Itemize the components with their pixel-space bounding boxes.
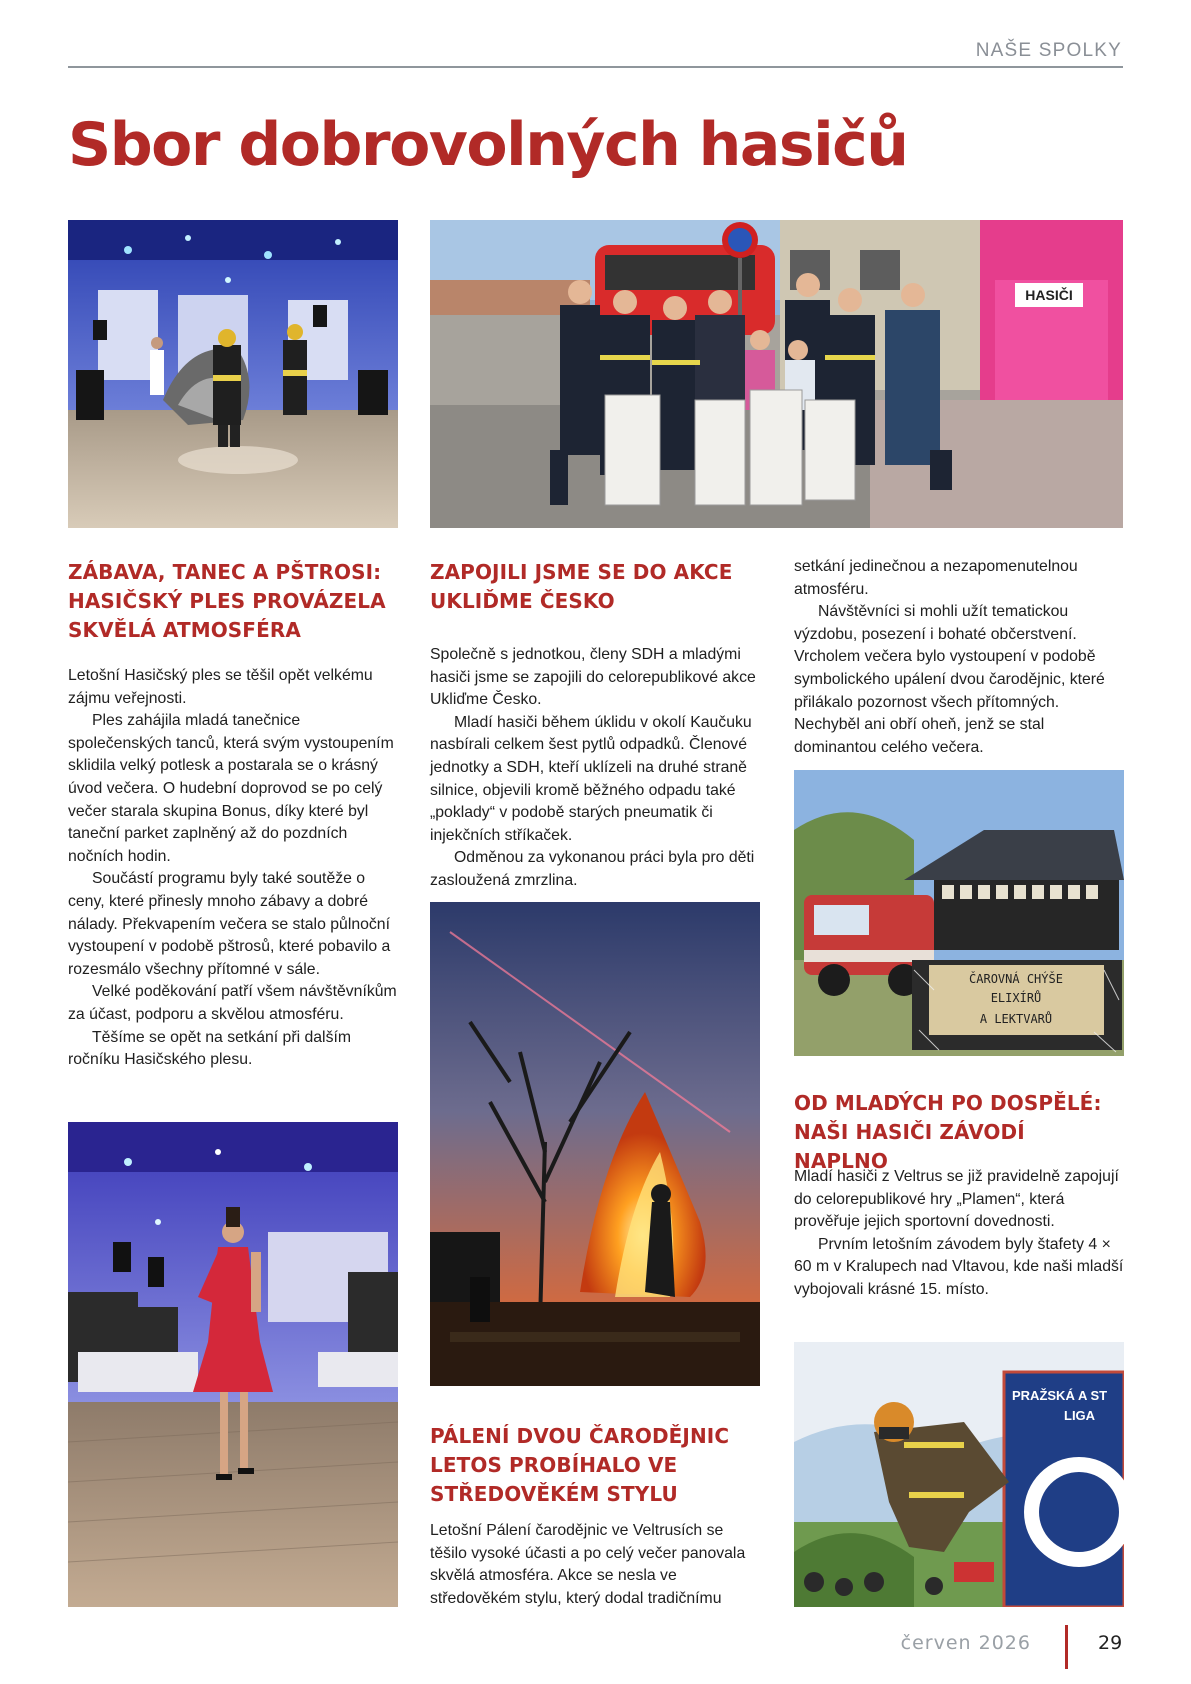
- heading-cleanup: ZAPOJILI JSME SE DO AKCE UKLIĎME ČESKO: [430, 560, 733, 613]
- section-label: NAŠE SPOLKY: [975, 40, 1122, 61]
- heading-bonfire: PÁLENÍ DVOU ČARODĚJNIC LETOS PROBÍHALO VE STŘEDOVĚKÉM STYLU: [430, 1424, 730, 1506]
- page-number: 29: [1098, 1632, 1123, 1654]
- paragraph: Letošní Pálení čarodějnic ve Veltrusích se těšilo vysoké účasti a po celý večer panovala skvělá atmosféra. Akce se nesla ve středověkém stylu, který dodal tradičnímu: [430, 1522, 746, 1607]
- stall-sign-line3: A LEKTVARŮ: [979, 1012, 1053, 1026]
- paragraph: Těšíme se opět na setkání při dalším ročníku Hasičského plesu.: [68, 1028, 352, 1069]
- photo-witch-bonfire: [430, 902, 760, 1386]
- door-sign: HASIČI: [1025, 287, 1073, 303]
- banner-line2: LIGA: [1064, 1408, 1096, 1423]
- article-cleanup-text: [430, 644, 760, 893]
- photo-cleanup-group: [430, 220, 1123, 528]
- stall-sign-line2: ELIXÍRŮ: [990, 991, 1042, 1005]
- paragraph: Společně s jednotkou, členy SDH a mladými hasiči jsme se zapojili do celorepublikové akce Ukliďme Česko.: [430, 646, 756, 709]
- article-competition-text: [794, 1166, 1124, 1302]
- paragraph: Velké poděkování patří všem návštěvníkům za účast, podporu a skvělou atmosféru.: [68, 983, 397, 1023]
- paragraph: Odměnou za vykonanou práci byla pro děti zasloužená zmrzlina.: [430, 849, 755, 889]
- paragraph: Ples zahájila mladá tanečnice společenských tanců, která svým vystoupením sklidila velký potlesk a postarala se o krásný úvod večera. O hudební doprovod se po celý večer starala skupina Bonus, díky které byl taneční parket zaplněný až do pozdních nočních hodin.: [68, 712, 394, 865]
- photo-young-dancer: [68, 1122, 398, 1607]
- article-bonfire-text: [430, 1520, 760, 1610]
- photo-potion-stall: [794, 770, 1124, 1056]
- paragraph: Návštěvníci si mohli užít tematickou výzdobu, posezení i bohaté občerstvení. Vrcholem večera bylo vystoupení v podobě symbolického upálení dvou čarodějnic, které přilákalo pozornost všech přítomných. Nechyběl ani obří oheň, jenž se stal dominantou celého večera.: [794, 603, 1105, 756]
- paragraph: setkání jedinečnou a nezapomenutelnou atmosféru.: [794, 558, 1078, 598]
- photo-ball-firefighters: [68, 220, 398, 528]
- footer-month: červen 2026: [900, 1632, 1031, 1654]
- banner-line1: PRAŽSKÁ A ST: [1012, 1388, 1108, 1403]
- paragraph: Prvním letošním závodem byly štafety 4 × 60 m v Kralupech nad Vltavou, kde naši mladší vybojovali krásné 15. místo.: [794, 1235, 1124, 1298]
- article-ball-text: [68, 665, 398, 1072]
- paragraph: Mladí hasiči z Veltrus se již pravidelně zapojují do celorepublikové hry „Plamen“, která prověřuje jejich sportovní dovednosti.: [794, 1168, 1119, 1231]
- heading-ball: ZÁBAVA, TANEC A PŠTROSI: HASIČSKÝ PLES PROVÁZELA SKVĚLÁ ATMOSFÉRA: [68, 560, 386, 642]
- footer-divider: [1065, 1625, 1068, 1669]
- paragraph: Letošní Hasičský ples se těšil opět velkému zájmu veřejnosti.: [68, 667, 373, 707]
- header-divider: [68, 66, 1123, 68]
- article-bonfire-continuation: [794, 556, 1124, 759]
- stall-sign-line1: ČAROVNÁ CHÝŠE: [969, 972, 1063, 986]
- page-title: Sbor dobrovolných hasičů: [68, 110, 908, 180]
- paragraph: Mladí hasiči během úklidu v okolí Kaučuku nasbírali celkem šest pytlů odpadků. Členové jednotky a SDH, kteří uklízeli na druhé straně silnice, objevili kromě běžného odpadu také „poklady“ v podobě starých pneumatik či injekčních stříkaček.: [430, 713, 752, 844]
- photo-climbing-firefighter: [794, 1342, 1124, 1607]
- paragraph: Součástí programu byly také soutěže o ceny, které přinesly mnoho zábavy a dobré nálady. Překvapením večera se stalo půlnoční vystoupení v podobě pštrosů, které pobavilo a rozesmálo všechny přítomné v sále.: [68, 870, 391, 978]
- heading-competition: OD MLADÝCH PO DOSPĚLÉ: NAŠI HASIČI ZÁVODÍ NAPLNO: [794, 1091, 1102, 1173]
